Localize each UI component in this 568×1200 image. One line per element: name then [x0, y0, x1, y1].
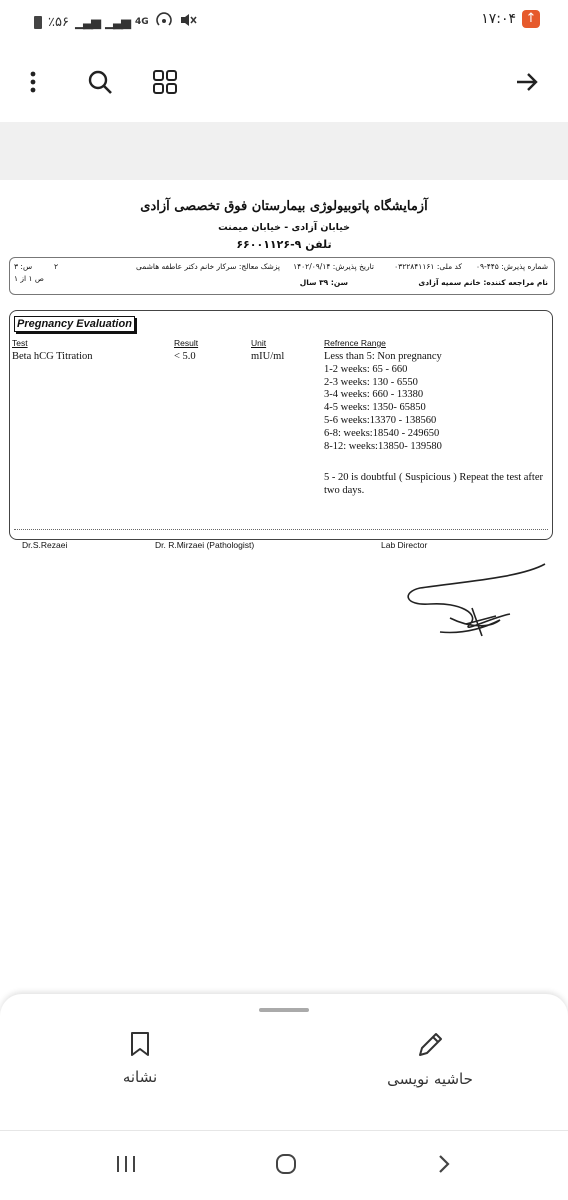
search-icon[interactable]: [85, 67, 115, 97]
test-name: Beta hCG Titration: [12, 351, 93, 362]
section-title: Pregnancy Evaluation: [14, 316, 135, 332]
sheet-divider: [0, 1130, 568, 1131]
mute-icon: [179, 12, 197, 32]
toolbar: [0, 55, 568, 111]
doubtful-note: 5 - 20 is doubtful ( Suspicious ) Repeat the test after two days.: [324, 472, 543, 496]
sex: س: ۳: [14, 262, 33, 271]
reception-number: شماره پذیرش: ۴۴۵-۰۹: [475, 262, 548, 271]
status-bar: [0, 0, 568, 40]
hotspot-icon: [155, 12, 173, 32]
update-arrow-icon: ↑: [522, 10, 540, 28]
network-type: 4G: [134, 17, 149, 27]
bookmark-button[interactable]: [110, 1030, 170, 1086]
range-line: 5-6 weeks:13370 - 138560: [324, 414, 437, 426]
reference-ranges: [324, 351, 442, 453]
battery-icon: [34, 16, 42, 29]
signature-left: Dr.S.Rezaei: [22, 540, 68, 550]
signal-icon-2: ▁▃▅: [104, 14, 129, 30]
patient-info-box: [9, 257, 555, 295]
test-result: < 5.0: [174, 351, 196, 362]
page-number: ۲: [54, 262, 59, 271]
lab-report-page: [0, 180, 568, 980]
back-icon[interactable]: [424, 1149, 464, 1179]
range-line: 6-8: weeks:18540 - 249650: [324, 427, 440, 439]
more-vert-icon[interactable]: [18, 67, 48, 97]
pencil-icon: [415, 1030, 445, 1060]
lab-phone: تلفن ۹-۶۶۰۰۱۱۲۶: [236, 238, 332, 251]
test-unit: mIU/ml: [251, 351, 285, 362]
dotted-divider: [14, 529, 548, 530]
signature-right: Lab Director: [381, 540, 428, 550]
bottom-sheet: [0, 994, 568, 1200]
range-line: 3-4 weeks: 660 - 13380: [324, 389, 424, 401]
reception-date: تاریخ پذیرش: ۱۴۰۲/۰۹/۱۴: [293, 262, 374, 271]
home-icon[interactable]: [266, 1149, 306, 1179]
lab-address: خیابان آزادی - خیابان میمنت: [218, 222, 350, 233]
range-line: 4-5 weeks: 1350- 65850: [324, 402, 426, 414]
recent-apps-icon[interactable]: [106, 1149, 146, 1179]
range-line: Less than 5: Non pregnancy: [324, 351, 442, 362]
status-left: [34, 12, 197, 32]
page-of: ص ۱ از ۱: [14, 274, 44, 283]
range-line: 1-2 weeks: 65 - 660: [324, 363, 408, 375]
header-unit: Unit: [251, 338, 267, 348]
forward-arrow-icon[interactable]: [512, 67, 542, 97]
battery-percent: ٪۵۶: [48, 14, 69, 30]
drag-handle[interactable]: [259, 1008, 309, 1012]
lab-name: آزمایشگاه پاتوبیولوژی بیمارستان فوق تخصصی آزادی: [140, 199, 428, 214]
bookmark-label: نشانه: [122, 1068, 158, 1086]
results-box: [9, 310, 553, 540]
doctor-name: پزشک معالج: سرکار خانم دکتر عاطفه هاشمی: [136, 262, 280, 271]
handwritten-signature: [400, 558, 550, 652]
bookmark-icon: [129, 1030, 151, 1058]
national-code: کد ملی: ۰۳۲۲۸۴۱۱۶۱: [394, 262, 462, 271]
clock: ۱۷:۰۴: [481, 11, 516, 27]
header-range: Refrence Range: [324, 338, 386, 348]
grid-view-icon[interactable]: [150, 67, 180, 97]
annotate-button[interactable]: [360, 1030, 500, 1088]
header-test: Test: [12, 338, 28, 348]
range-line: 2-3 weeks: 130 - 6550: [324, 376, 418, 388]
status-right: [481, 10, 540, 28]
page-gap: [0, 122, 568, 180]
signature-middle: Dr. R.Mirzaei (Pathologist): [155, 540, 255, 550]
signal-icon: ▁▃▅: [74, 14, 99, 30]
patient-name: نام مراجعه کننده: خانم سمیه آزادی: [418, 278, 548, 287]
range-line: 8-12: weeks:13850- 139580: [324, 440, 442, 452]
patient-age: سن: ۳۹ سال: [299, 278, 348, 287]
header-result: Result: [174, 338, 199, 348]
annotate-label: حاشیه نویسی: [387, 1070, 473, 1088]
